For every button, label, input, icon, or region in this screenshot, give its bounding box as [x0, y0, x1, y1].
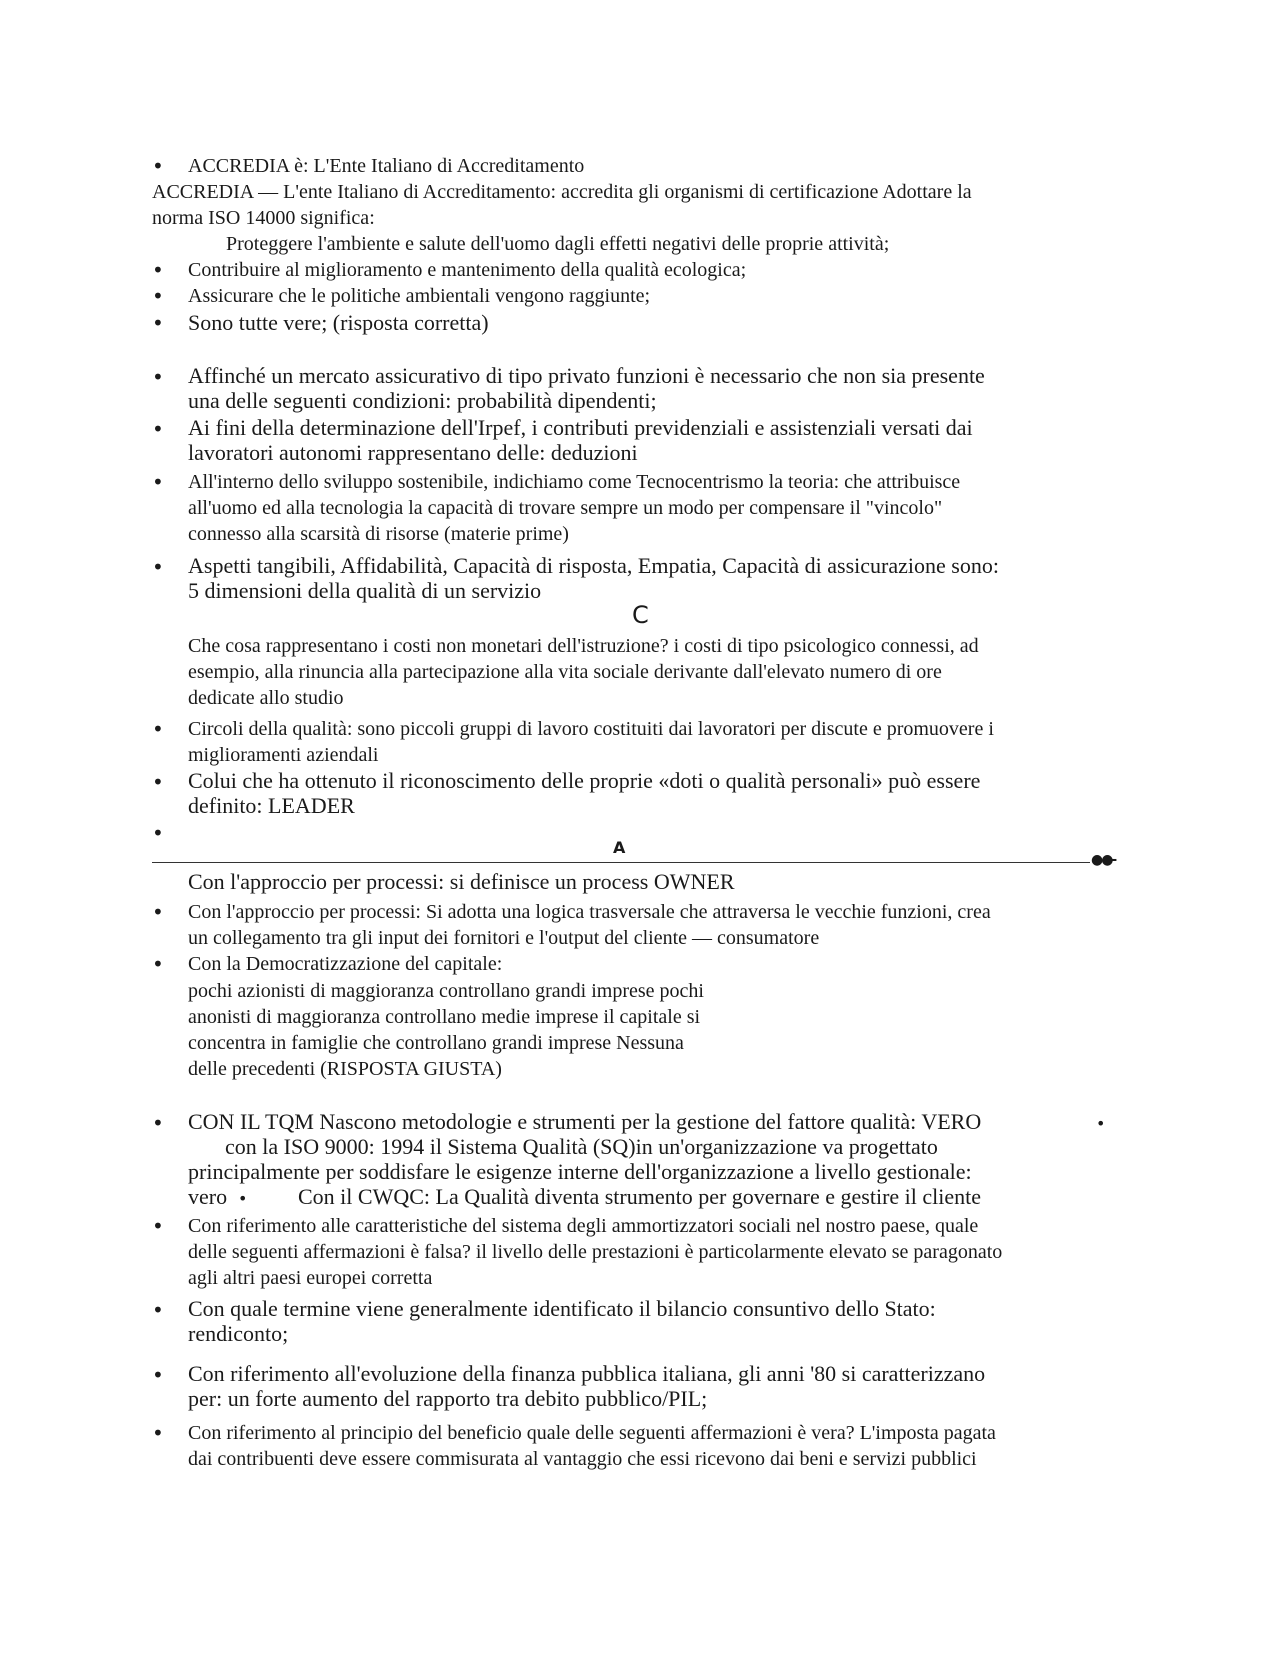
- list-bullet: •: [152, 821, 164, 845]
- accredia-paragraph-line2: norma ISO 14000 significa:: [152, 207, 375, 229]
- democratizzazione-title: Con la Democratizzazione del capitale:: [188, 953, 503, 975]
- leader-line1: Colui che ha ottenuto il riconoscimento delle proprie «doti o qualità personali» può essere: [188, 768, 981, 793]
- tqm-line4-cwqc: Con il CWQC: La Qualità diventa strumento per governare e gestire il cliente: [298, 1184, 982, 1209]
- list-bullet: •: [152, 1111, 164, 1135]
- rule-end-dots: ●●-: [1091, 852, 1116, 868]
- democratizzazione-line2: anonisti di maggioranza controllano medie imprese il capitale si: [188, 1006, 701, 1028]
- section-marker-c: C: [632, 601, 649, 629]
- list-bullet: •: [152, 952, 164, 976]
- beneficio-line1: Con riferimento al principio del beneficio quale delle seguenti affermazioni è vera? L'imposta pagata: [188, 1422, 996, 1444]
- costi-line2: esempio, alla rinuncia alla partecipazione alla vita sociale derivante dall'elevato numero di ore: [188, 661, 942, 683]
- list-bullet: •: [152, 154, 164, 178]
- processi-line1: Con l'approccio per processi: Si adotta una logica trasversale che attraversa le vecchie funzioni, crea: [188, 901, 991, 923]
- list-bullet: •: [152, 417, 164, 441]
- inline-bullet: •: [238, 1189, 248, 1208]
- tqm-line1: CON IL TQM Nascono metodologie e strumenti per la gestione del fattore qualità: VERO: [188, 1109, 982, 1134]
- aspetti-line1: Aspetti tangibili, Affidabilità, Capacità di risposta, Empatia, Capacità di assicurazione sono:: [188, 553, 999, 578]
- bilancio-line1: Con quale termine viene generalmente identificato il bilancio consuntivo dello Stato:: [188, 1296, 936, 1321]
- list-bullet: •: [152, 555, 164, 579]
- mercato-line1: Affinché un mercato assicurativo di tipo privato funzioni è necessario che non sia presente: [188, 363, 985, 388]
- list-bullet: •: [152, 1421, 164, 1445]
- costi-line3: dedicate allo studio: [188, 687, 344, 709]
- list-bullet: •: [152, 365, 164, 389]
- tqm-line3: principalmente per soddisfare le esigenze interne dell'organizzazione a livello gestionale:: [188, 1159, 972, 1184]
- iso-option-d: Sono tutte vere; (risposta corretta): [188, 310, 489, 335]
- mercato-line2: una delle seguenti condizioni: probabilità dipendenti;: [188, 388, 657, 413]
- irpef-line1: Ai fini della determinazione dell'Irpef, i contributi previdenziali e assistenziali versati dai: [188, 415, 973, 440]
- aspetti-line2: 5 dimensioni della qualità di un servizio: [188, 578, 542, 603]
- ammortizzatori-line3: agli altri paesi europei corretta: [188, 1267, 433, 1289]
- accredia-paragraph-line1: ACCREDIA — L'ente Italiano di Accreditamento: accredita gli organismi di certificazione Adottare la: [152, 181, 972, 203]
- finanza-line2: per: un forte aumento del rapporto tra debito pubblico/PIL;: [188, 1386, 708, 1411]
- processi-line2: un collegamento tra gli input dei fornitori e l'output del cliente — consumatore: [188, 927, 820, 949]
- tqm-line4-start: vero: [188, 1184, 228, 1209]
- process-owner: Con l'approccio per processi: si definisce un process OWNER: [188, 869, 735, 894]
- horizontal-rule: [152, 862, 1090, 863]
- inline-bullet: •: [1096, 1114, 1106, 1133]
- tqm-line2: con la ISO 9000: 1994 il Sistema Qualità (SQ)in un'organizzazione va progettato: [225, 1134, 938, 1159]
- list-bullet: •: [152, 1363, 164, 1387]
- list-bullet: •: [152, 258, 164, 282]
- list-bullet: •: [152, 284, 164, 308]
- leader-line2: definito: LEADER: [188, 793, 355, 818]
- list-bullet: •: [152, 900, 164, 924]
- tecno-line2: all'uomo ed alla tecnologia la capacità di trovare sempre un modo per compensare il "vincolo": [188, 497, 943, 519]
- democratizzazione-line4: delle precedenti (RISPOSTA GIUSTA): [188, 1058, 502, 1080]
- tecno-line3: connesso alla scarsità di risorse (materie prime): [188, 523, 569, 545]
- circoli-line1: Circoli della qualità: sono piccoli gruppi di lavoro costituiti dai lavoratori per discute e promuovere i: [188, 718, 994, 740]
- circoli-line2: miglioramenti aziendali: [188, 744, 379, 766]
- list-bullet: •: [152, 311, 164, 335]
- list-bullet: •: [152, 770, 164, 794]
- ammortizzatori-line2: delle seguenti affermazioni è falsa? il livello delle prestazioni è particolarmente elevato se paragonato: [188, 1241, 1003, 1263]
- democratizzazione-line3: concentra in famiglie che controllano grandi imprese Nessuna: [188, 1032, 684, 1054]
- democratizzazione-line1: pochi azionisti di maggioranza controllano grandi imprese pochi: [188, 980, 704, 1002]
- list-bullet: •: [152, 1214, 164, 1238]
- bilancio-line2: rendiconto;: [188, 1321, 289, 1346]
- finanza-line1: Con riferimento all'evoluzione della finanza pubblica italiana, gli anni '80 si caratterizzano: [188, 1361, 986, 1386]
- iso-option-c: Assicurare che le politiche ambientali vengono raggiunte;: [188, 285, 651, 307]
- section-marker-a: A: [613, 838, 626, 857]
- costi-line1: Che cosa rappresentano i costi non monetari dell'istruzione? i costi di tipo psicologico connessi, ad: [188, 635, 979, 657]
- iso-option-b: Contribuire al miglioramento e mantenimento della qualità ecologica;: [188, 259, 747, 281]
- beneficio-line2: dai contribuenti deve essere commisurata al vantaggio che essi ricevono dai beni e servizi pubblici: [188, 1448, 977, 1470]
- ammortizzatori-line1: Con riferimento alle caratteristiche del sistema degli ammortizzatori sociali nel nostro paese, quale: [188, 1215, 979, 1237]
- accredia-title: ACCREDIA è: L'Ente Italiano di Accreditamento: [188, 155, 585, 177]
- irpef-line2: lavoratori autonomi rappresentano delle: deduzioni: [188, 440, 638, 465]
- list-bullet: •: [152, 470, 164, 494]
- tecno-line1: All'interno dello sviluppo sostenibile, indichiamo come Tecnocentrismo la teoria: che attribuisce: [188, 471, 961, 493]
- list-bullet: •: [152, 717, 164, 741]
- iso-option-a: Proteggere l'ambiente e salute dell'uomo dagli effetti negativi delle proprie attività;: [226, 233, 890, 255]
- list-bullet: •: [152, 1298, 164, 1322]
